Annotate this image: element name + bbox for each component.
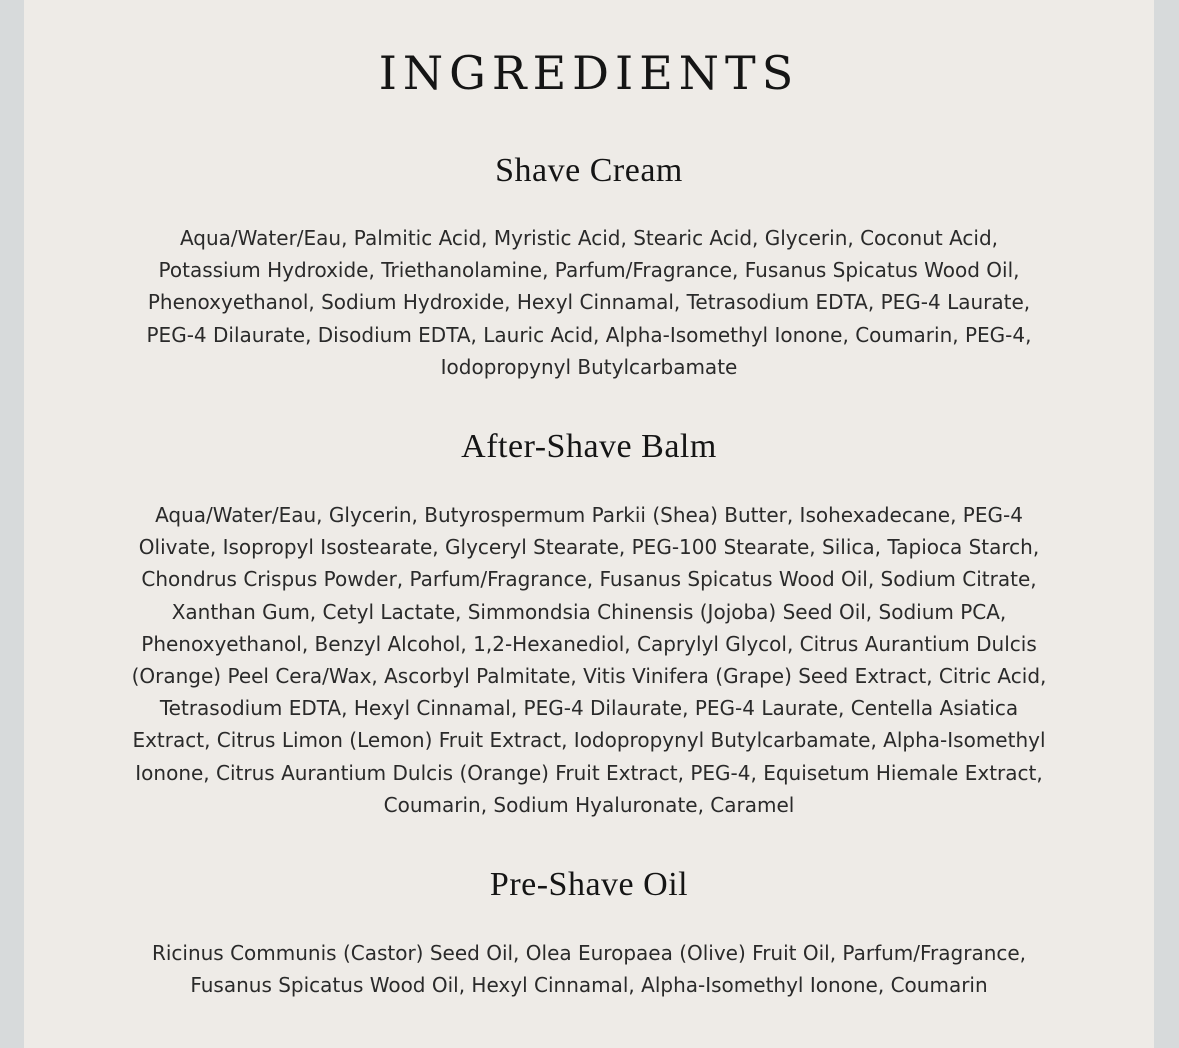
ingredient-line: Phenoxyethanol, Benzyl Alcohol, 1,2-Hexanediol, Caprylyl Glycol, Citrus Aurantium Dulcis (141, 631, 1037, 656)
ingredient-list-after-shave-balm (24, 499, 1154, 821)
ingredient-line: Phenoxyethanol, Sodium Hydroxide, Hexyl Cinnamal, Tetrasodium EDTA, PEG-4 Laurate, (147, 290, 1031, 315)
ingredient-line: Ricinus Communis (Castor) Seed Oil, Olea Europaea (Olive) Fruit Oil, Parfum/Fragrance, (151, 941, 1027, 965)
ingredient-line: PEG-4 Dilaurate, Disodium EDTA, Lauric Acid, Alpha-Isomethyl Ionone, Coumarin, PEG-4, (146, 322, 1032, 347)
section-heading-pre-shave-oil: Pre-Shave Oil (489, 866, 689, 903)
section-heading-shave-cream: Shave Cream (495, 152, 683, 189)
ingredient-line: Xanthan Gum, Cetyl Lactate, Simmondsia Chinensis (Jojoba) Seed Oil, Sodium PCA, (171, 599, 1007, 624)
ingredient-line: Tetrasodium EDTA, Hexyl Cinnamal, PEG-4 Dilaurate, PEG-4 Laurate, Centella Asiatica (159, 696, 1019, 721)
section-heading-after-shave-balm: After-Shave Balm (461, 428, 717, 465)
ingredient-line: Extract, Citrus Limon (Lemon) Fruit Extract, Iodopropynyl Butylcarbamate, Alpha-Isomethyl (132, 728, 1046, 753)
ingredient-line: Iodopropynyl Butylcarbamate (440, 354, 738, 379)
ingredient-list-shave-cream (24, 222, 1154, 383)
ingredient-line: (Orange) Peel Cera/Wax, Ascorbyl Palmitate, Vitis Vinifera (Grape) Seed Extract, Citric Acid, (131, 664, 1047, 689)
ingredient-line: Potassium Hydroxide, Triethanolamine, Parfum/Fragrance, Fusanus Spicatus Wood Oil, (158, 258, 1020, 283)
ingredient-line: Olivate, Isopropyl Isostearate, Glyceryl Stearate, PEG-100 Stearate, Silica, Tapioca Starch, (138, 535, 1040, 560)
ingredients-panel (24, 0, 1154, 1048)
ingredient-line: Coumarin, Sodium Hyaluronate, Caramel (383, 792, 795, 817)
page-title: INGREDIENTS (378, 46, 800, 100)
ingredient-line: Fusanus Spicatus Wood Oil, Hexyl Cinnamal, Alpha-Isomethyl Ionone, Coumarin (190, 973, 988, 998)
ingredient-line: Aqua/Water/Eau, Glycerin, Butyrospermum Parkii (Shea) Butter, Isohexadecane, PEG-4 (155, 503, 1023, 527)
ingredient-line: Aqua/Water/Eau, Palmitic Acid, Myristic Acid, Stearic Acid, Glycerin, Coconut Acid, (179, 226, 999, 250)
ingredient-line: Ionone, Citrus Aurantium Dulcis (Orange) Fruit Extract, PEG-4, Equisetum Hiemale Extract, (135, 760, 1043, 785)
ingredient-line: Chondrus Crispus Powder, Parfum/Fragrance, Fusanus Spicatus Wood Oil, Sodium Citrate, (141, 567, 1037, 592)
ingredient-list-pre-shave-oil (24, 937, 1154, 1001)
